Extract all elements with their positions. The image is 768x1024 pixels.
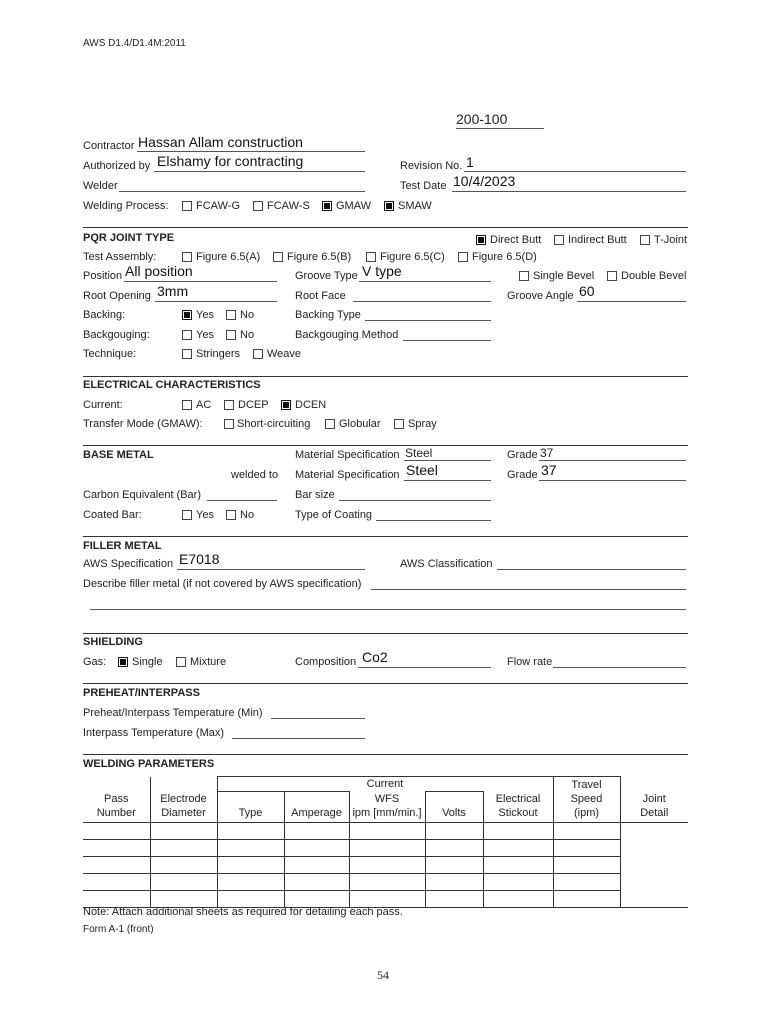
backing-no-label: No [240, 309, 255, 321]
table-header-row [83, 777, 688, 792]
fcaw-s-label: FCAW-S [267, 200, 310, 212]
figure-b-label: Figure 6.5(B) [287, 251, 352, 263]
globular-checkbox[interactable] [325, 419, 335, 429]
authorized-line [154, 171, 365, 172]
carbon-equivalent-label: Carbon Equivalent (Bar) [83, 489, 202, 501]
table-row [83, 856, 688, 873]
technique-label: Technique: [83, 348, 137, 360]
col-travel-speed: Travel Speed (ipm) [553, 777, 620, 823]
pqr-heading: PQR JOINT TYPE [83, 232, 175, 244]
describe-filler-line-1[interactable] [371, 589, 686, 590]
base-metal-heading: BASE METAL [83, 449, 154, 461]
revision-label: Revision No. [400, 160, 463, 172]
aws-spec-label: AWS Specification [83, 558, 174, 570]
material-spec-value-2[interactable]: Steel [406, 462, 438, 478]
dcep-label: DCEP [238, 399, 269, 411]
interpass-max-label: Interpass Temperature (Max) [83, 727, 225, 739]
weave-label: Weave [267, 348, 302, 360]
flow-rate-line[interactable] [553, 667, 686, 668]
revision-line [464, 171, 686, 172]
backing-yes-label: Yes [196, 309, 214, 321]
position-label: Position [83, 270, 123, 282]
material-spec-value-1[interactable]: Steel [405, 446, 433, 460]
backing-type-label: Backing Type [295, 309, 361, 321]
authorized-value[interactable]: Elshamy for contracting [157, 153, 304, 169]
aws-spec-line [177, 569, 365, 570]
col-current-group: Current [217, 777, 553, 792]
dcen-label: DCEN [295, 399, 327, 411]
backgouging-yes-checkbox[interactable] [182, 330, 192, 340]
joint-detail-cell[interactable] [620, 822, 688, 907]
welding-process-label: Welding Process: [83, 200, 169, 212]
groove-angle-label: Groove Angle [507, 290, 574, 302]
revision-value[interactable]: 1 [466, 154, 474, 170]
root-opening-label: Root Opening [83, 290, 151, 302]
grade-label-1: Grade [507, 449, 538, 461]
smaw-checkbox[interactable] [384, 201, 394, 211]
aws-classification-label: AWS Classification [400, 558, 493, 570]
welding-parameters-table [83, 776, 688, 908]
current-label: Current: [83, 399, 123, 411]
coated-yes-checkbox[interactable] [182, 510, 192, 520]
gas-mixture-checkbox[interactable] [176, 657, 186, 667]
section-divider [83, 683, 688, 684]
coated-no-checkbox[interactable] [226, 510, 236, 520]
interpass-max-line[interactable] [232, 738, 365, 739]
short-circuiting-checkbox[interactable] [224, 419, 234, 429]
position-value[interactable]: All position [125, 263, 193, 279]
col-electrode-diameter: Electrode Diameter [150, 777, 217, 823]
groove-type-label: Groove Type [295, 270, 358, 282]
flow-rate-label: Flow rate [507, 656, 553, 668]
figure-d-label: Figure 6.5(D) [472, 251, 537, 263]
coated-bar-label: Coated Bar: [83, 509, 142, 521]
material-spec-label-1: Material Specification [295, 449, 400, 461]
welder-line[interactable] [119, 191, 365, 192]
fcaw-g-label: FCAW-G [196, 200, 240, 212]
section-divider [83, 536, 688, 537]
form-number-line [456, 128, 544, 129]
material-spec-line-1 [404, 460, 491, 461]
spray-label: Spray [408, 418, 437, 430]
short-circuiting-label: Short-circuiting [237, 418, 311, 430]
root-face-line[interactable] [353, 301, 491, 302]
standard-reference: AWS D1.4/D1.4M:2011 [83, 38, 186, 49]
root-opening-line [155, 301, 277, 302]
indirect-butt-label: Indirect Butt [568, 234, 627, 246]
spray-checkbox[interactable] [394, 419, 404, 429]
table-row [83, 873, 688, 890]
figure-b-checkbox[interactable] [273, 252, 283, 262]
contractor-value[interactable]: Hassan Allam construction [138, 134, 303, 150]
ac-label: AC [196, 399, 212, 411]
backgouging-method-label: Backgouging Method [295, 329, 399, 341]
root-opening-value[interactable]: 3mm [157, 283, 189, 299]
stringers-label: Stringers [196, 348, 241, 360]
figure-c-label: Figure 6.5(C) [380, 251, 445, 263]
section-divider [83, 754, 688, 755]
groove-angle-value[interactable]: 60 [579, 283, 595, 299]
weave-checkbox[interactable] [253, 349, 263, 359]
section-divider [83, 445, 688, 446]
electrical-heading: ELECTRICAL CHARACTERISTICS [83, 379, 261, 391]
gas-mixture-label: Mixture [190, 656, 227, 668]
col-type: Type [217, 792, 284, 823]
describe-filler-label: Describe filler metal (if not covered by AWS specification) [83, 578, 362, 590]
dcep-checkbox[interactable] [224, 400, 234, 410]
fcaw-s-checkbox[interactable] [253, 201, 263, 211]
grade-label-2: Grade [507, 469, 538, 481]
single-bevel-label: Single Bevel [533, 270, 595, 282]
root-face-label: Root Face [295, 290, 346, 302]
composition-label: Composition [295, 656, 357, 668]
preheat-min-line[interactable] [271, 718, 365, 719]
describe-filler-line-2[interactable] [90, 609, 686, 610]
globular-label: Globular [339, 418, 381, 430]
smaw-label: SMAW [398, 200, 432, 212]
grade-line-1 [539, 460, 686, 461]
stringers-checkbox[interactable] [182, 349, 192, 359]
double-bevel-checkbox[interactable] [607, 271, 617, 281]
col-joint-detail: Joint Detail [620, 777, 688, 823]
gmaw-checkbox[interactable] [322, 201, 332, 211]
ac-checkbox[interactable] [182, 400, 192, 410]
contractor-line [137, 151, 365, 152]
backgouging-method-line[interactable] [403, 340, 491, 341]
authorized-label: Authorized by [83, 160, 151, 172]
coating-type-line[interactable] [376, 520, 491, 521]
backgouging-no-label: No [240, 329, 255, 341]
direct-butt-checkbox[interactable] [476, 235, 486, 245]
col-wfs: WFS ipm [mm/min.] [349, 792, 425, 823]
table-row [83, 890, 688, 907]
coated-yes-label: Yes [196, 509, 214, 521]
bar-size-label: Bar size [295, 489, 335, 501]
table-row [83, 839, 688, 856]
section-divider [83, 227, 688, 228]
aws-classification-line[interactable] [497, 569, 686, 570]
preheat-min-label: Preheat/Interpass Temperature (Min) [83, 707, 263, 719]
backing-type-line[interactable] [365, 320, 491, 321]
carbon-equivalent-line[interactable] [207, 500, 277, 501]
groove-type-line [359, 281, 491, 282]
material-spec-line-2 [404, 480, 491, 481]
grade-value-1[interactable]: 37 [540, 446, 554, 460]
gas-single-label: Single [132, 656, 163, 668]
attach-note: Note: Attach additional sheets as required for detailing each pass. [83, 906, 403, 918]
figure-a-label: Figure 6.5(A) [196, 251, 261, 263]
backgouging-no-checkbox[interactable] [226, 330, 236, 340]
backgouging-yes-label: Yes [196, 329, 214, 341]
filler-metal-heading: FILLER METAL [83, 540, 162, 552]
gmaw-label: GMAW [336, 200, 372, 212]
position-line [124, 281, 277, 282]
composition-line [358, 667, 491, 668]
indirect-butt-checkbox[interactable] [554, 235, 564, 245]
test-date-label: Test Date [400, 180, 447, 192]
composition-value[interactable]: Co2 [362, 649, 388, 665]
dcen-checkbox[interactable] [281, 400, 291, 410]
fcaw-g-checkbox[interactable] [182, 201, 192, 211]
backing-yes-checkbox[interactable] [182, 310, 192, 320]
section-divider [83, 633, 688, 634]
gas-single-checkbox[interactable] [118, 657, 128, 667]
contractor-label: Contractor [83, 140, 135, 152]
welding-parameters-heading: WELDING PARAMETERS [83, 758, 215, 770]
t-joint-label: T-Joint [654, 234, 688, 246]
groove-angle-line [577, 301, 686, 302]
gas-label: Gas: [83, 656, 107, 668]
figure-c-checkbox[interactable] [366, 252, 376, 262]
test-date-value[interactable]: 10/4/2023 [453, 173, 516, 189]
grade-line-2 [539, 480, 686, 481]
welder-label: Welder [83, 180, 118, 192]
backing-label: Backing: [83, 309, 126, 321]
backing-no-checkbox[interactable] [226, 310, 236, 320]
page-number: 54 [377, 968, 389, 982]
test-date-line [452, 191, 686, 192]
groove-type-value[interactable]: V type [362, 263, 402, 279]
direct-butt-label: Direct Butt [490, 234, 542, 246]
col-volts: Volts [425, 792, 483, 823]
form-number: 200-100 [456, 111, 508, 127]
material-spec-label-2: Material Specification [295, 469, 400, 481]
bar-size-line[interactable] [339, 500, 491, 501]
preheat-heading: PREHEAT/INTERPASS [83, 687, 200, 699]
shielding-heading: SHIELDING [83, 636, 143, 648]
figure-d-checkbox[interactable] [458, 252, 468, 262]
section-divider [83, 376, 688, 377]
welded-to-label: welded to [231, 469, 279, 481]
form-label: Form A-1 (front) [83, 924, 154, 935]
coating-type-label: Type of Coating [295, 509, 373, 521]
aws-spec-value[interactable]: E7018 [179, 551, 220, 567]
test-assembly-label: Test Assembly: [83, 251, 157, 263]
col-stickout: Electrical Stickout [483, 792, 553, 823]
col-pass-number: Pass Number [83, 777, 150, 823]
table-row [83, 822, 688, 839]
backgouging-label: Backgouging: [83, 329, 150, 341]
double-bevel-label: Double Bevel [621, 270, 687, 282]
t-joint-checkbox[interactable] [640, 235, 650, 245]
grade-value-2[interactable]: 37 [541, 462, 557, 478]
col-amperage: Amperage [284, 792, 349, 823]
transfer-mode-label: Transfer Mode (GMAW): [83, 418, 203, 430]
single-bevel-checkbox[interactable] [519, 271, 529, 281]
figure-a-checkbox[interactable] [182, 252, 192, 262]
coated-no-label: No [240, 509, 255, 521]
